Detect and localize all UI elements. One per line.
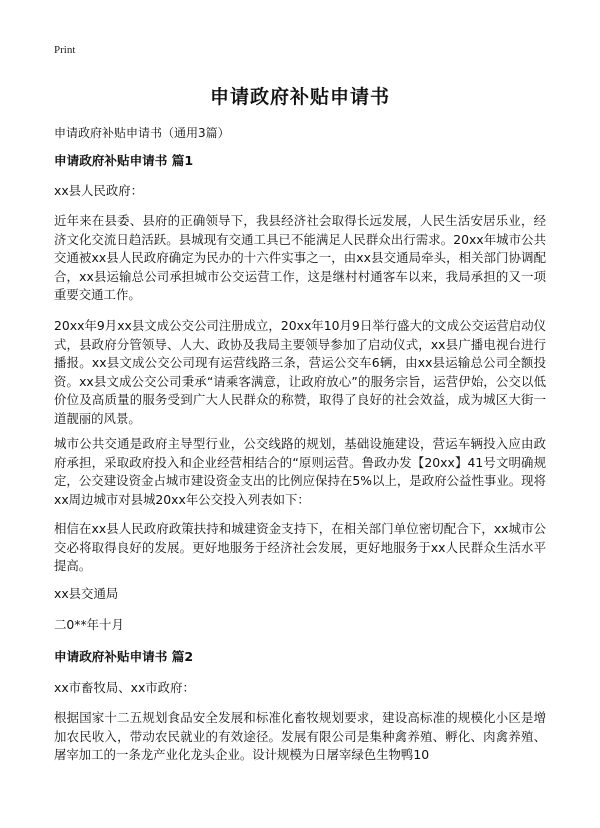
section2-paragraph-1: 根据国家十二五规划食品安全发展和标准化畜牧规划要求，建设高标准的规模化小区是增加农民收入，带动农民就业的有效途径。发展有限公司是集种禽养殖、孵化、肉禽养殖、屠宰加工的一条龙产业化龙头企业。设计规模为日屠宰绿色生物鸭10	[54, 710, 546, 762]
section1-heading: 申请政府补贴申请书 篇1	[54, 153, 194, 168]
section1-paragraph-1: 近年来在县委、县府的正确领导下，我县经济社会取得长远发展，人民生活安居乐业，经济文化交流日趋活跃。县城现有交通工具已不能满足人民群众出行需求。20xx年城市公共交通被xx县人民政府确定为民办的十六件实事之一，由xx县交通局牵头，相关部门协调配合，xx县运输总公司承担城市公交运营工作，这是继村村通客车以来，我局承担的又一项重要交通工作。	[54, 213, 546, 302]
subtitle: 申请政府补贴申请书（通用3篇）	[54, 126, 230, 140]
print-link[interactable]: Print	[54, 44, 76, 56]
section1-date: 二0**年十月	[54, 617, 124, 632]
section1-paragraph-2: 20xx年9月xx县文成公交公司注册成立，20xx年10月9日举行盛大的文成公交运营启动仪式，县政府分管领导、人大、政协及我局主要领导参加了启动仪式，xx县广播电视台进行播报。xx县文成公交公司现有运营线路三条，营运公交车6辆，由xx县运输总公司全额投资。xx县文成公交公司秉承“请乘客满意，让政府放心”的服务宗旨，运营伊始，公交以低价位及高质量的服务受到广大人民群众的称赞，取得了良好的社会效益，成为城区大街一道靓丽的风景。	[54, 318, 546, 426]
section2-salutation: xx市畜牧局、xx市政府：	[54, 680, 195, 695]
section1-paragraph-3: 城市公共交通是政府主导型行业，公交线路的规划，基础设施建设，营运车辆投入应由政府承担，采取政府投入和企业经营相结合的“原则运营。鲁政办发【20xx】41号文明确规定，公交建设资金占城市建设资金支出的比例应保持在5%以上，是政府公益性事业。现将xx周边城市对县城20xx年公交投入列表如下：	[54, 436, 546, 507]
section2-heading: 申请政府补贴申请书 篇2	[54, 649, 194, 664]
section1-paragraph-4: 相信在xx县人民政府政策扶持和城建资金支持下，在相关部门单位密切配合下，xx城市公交必将取得良好的发展。更好地服务于经济社会发展，更好地服务于xx人民群众生活水平提高。	[54, 521, 546, 573]
section1-signature: xx县交通局	[54, 586, 119, 601]
page-title: 申请政府补贴申请书	[209, 86, 390, 108]
section1-salutation: xx县人民政府：	[54, 183, 144, 198]
